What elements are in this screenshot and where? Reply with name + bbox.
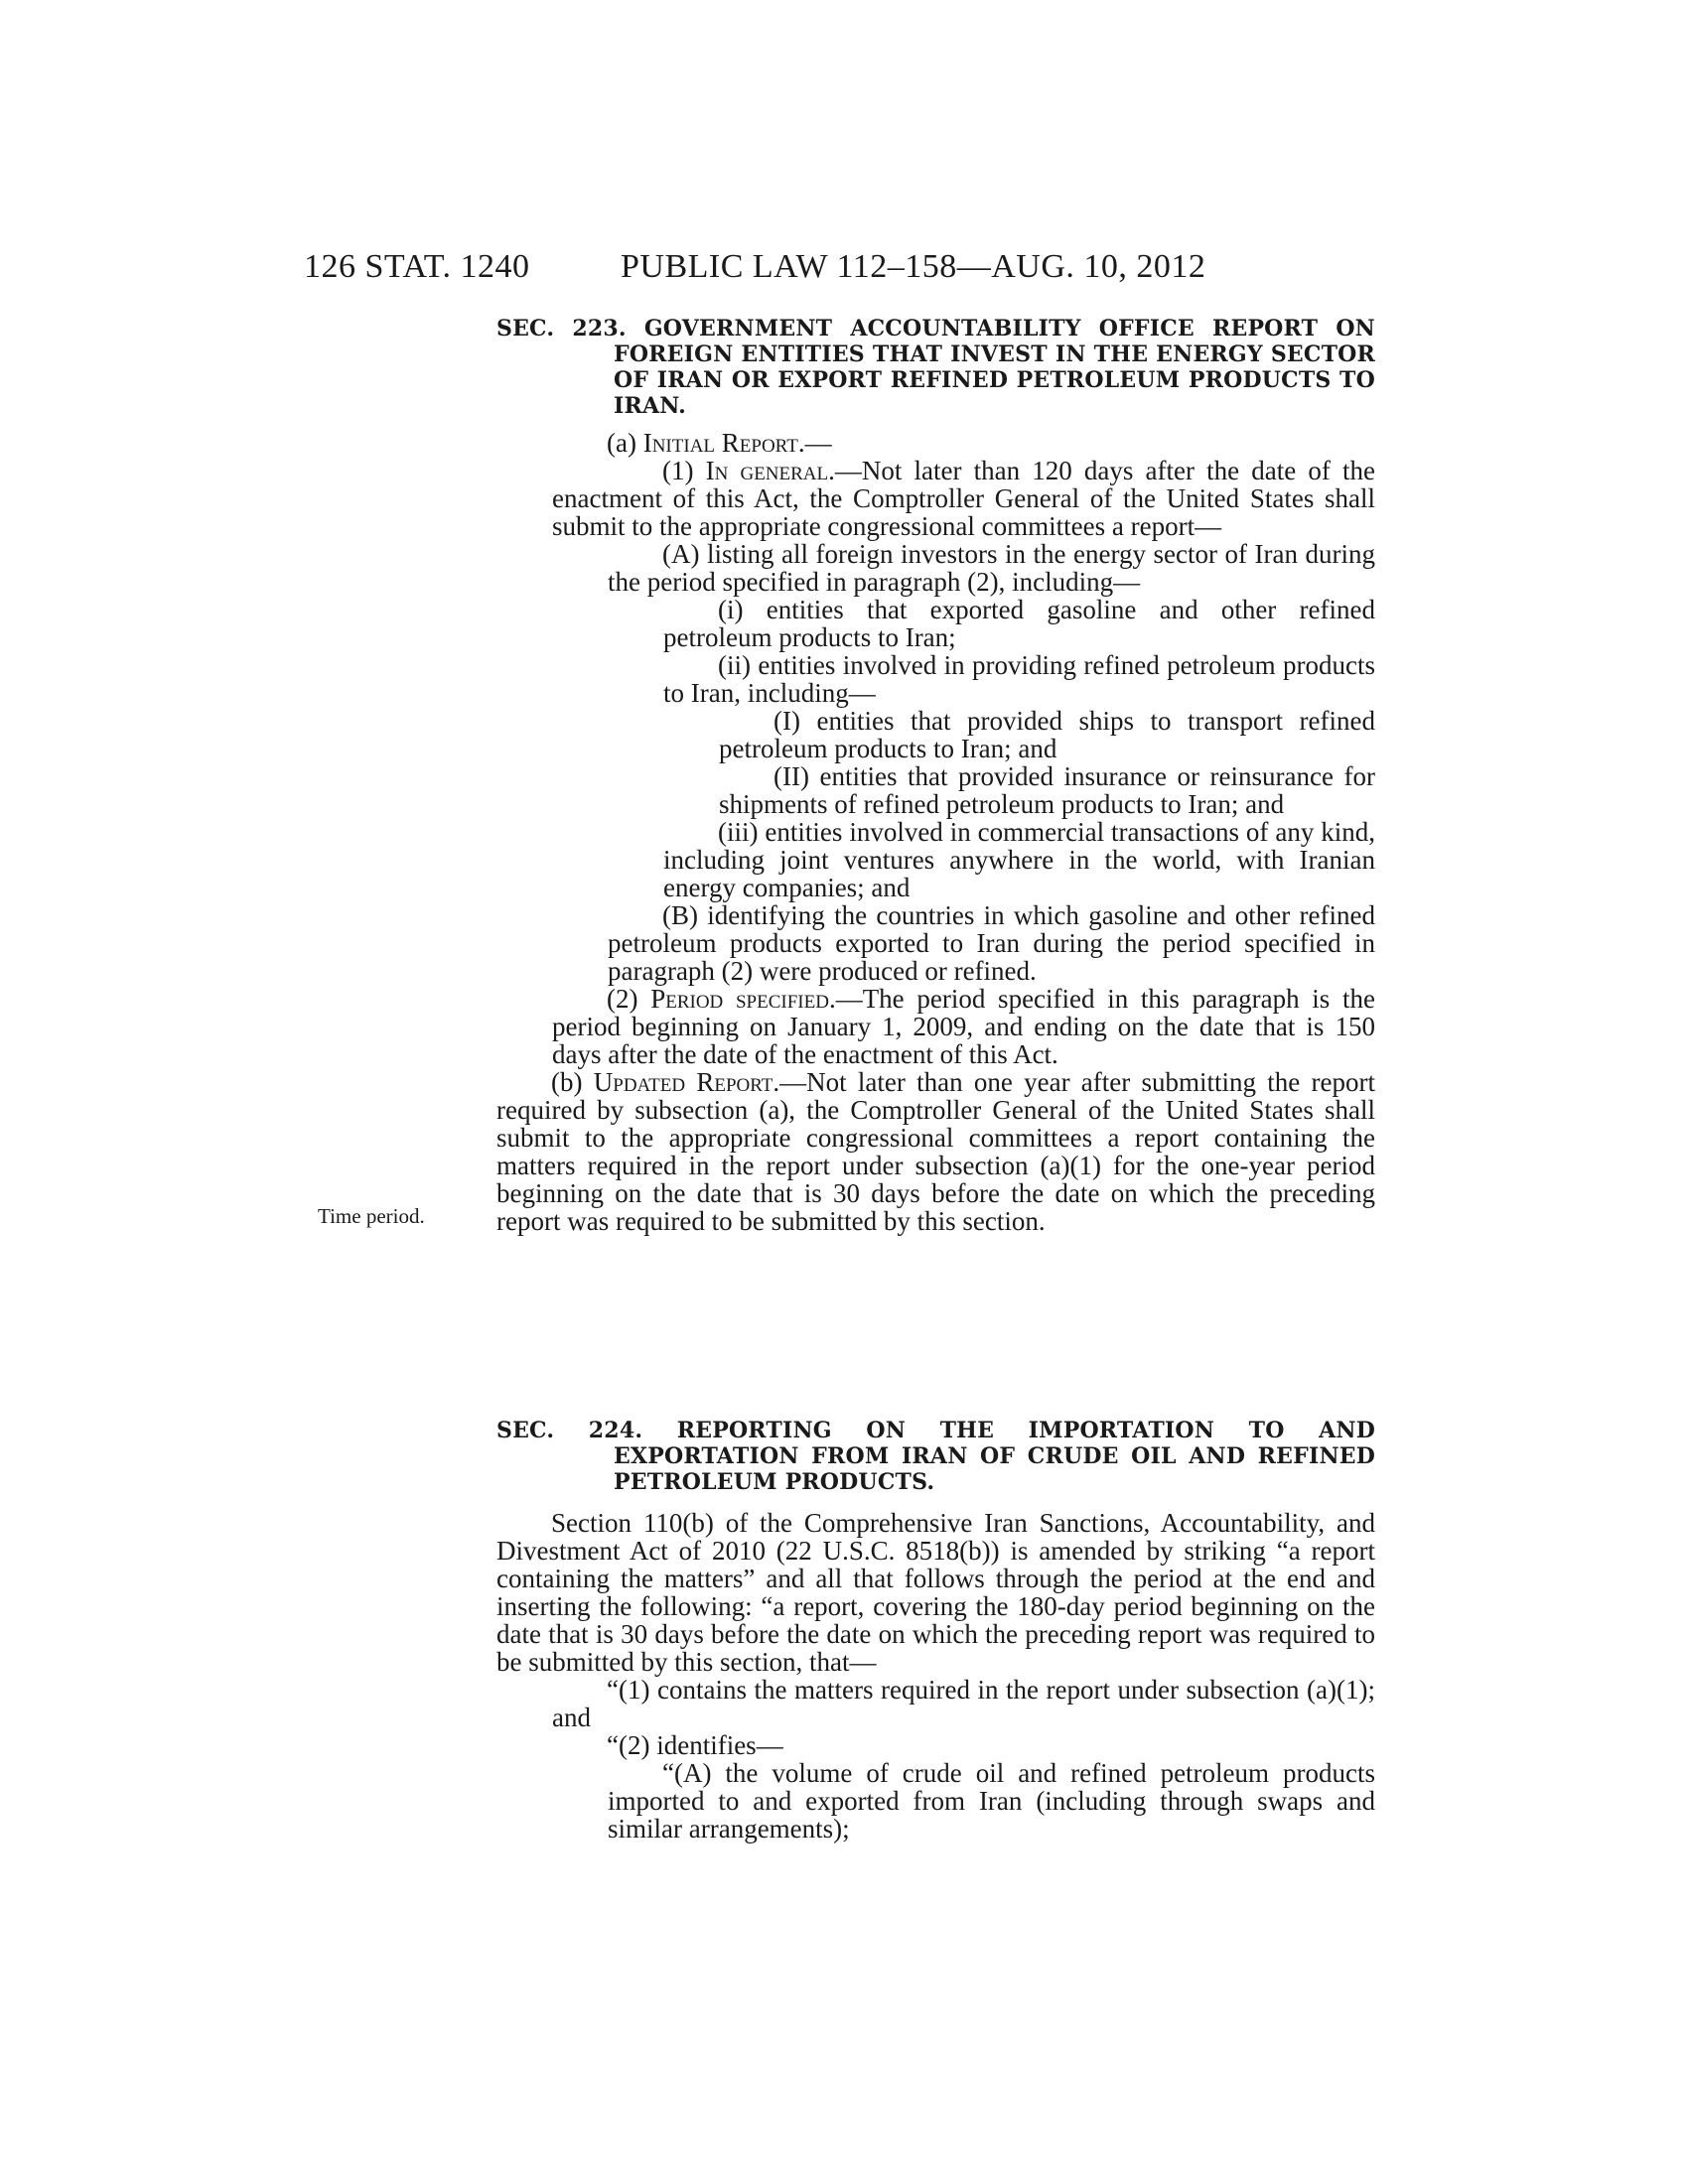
clause-A-i: (i) entities that exported gasoline and other refined petroleum products to Iran; [663, 595, 1375, 652]
paragraph-a1: (1) In general.—Not later than 120 days after the date of the enactment of this Act, the Comptroller General of the United States shall submit to the appropriate congressional committees a report— [552, 456, 1375, 541]
section-224 [496, 1418, 1375, 1843]
subsection-b: (b) Updated Report.—Not later than one year after submitting the report required by subsection (a), the Comptroller General of the United States shall submit to the appropriate congressional committees a report containing the matters required in the report under subsection (a)(1) for the one-year period beginning on the date that is 30 days before the date on which the preceding report was required to be submitted by this section. [496, 1067, 1376, 1236]
paragraph-a2: (2) Period specified.—The period specified in this paragraph is the period beginning on January 1, 2009, and ending on the date that is 150 days after the date of the enactment of this Act. [552, 984, 1375, 1069]
quoted-paragraph-2: “(2) identifies— [607, 1730, 783, 1760]
clause-A-ii: (ii) entities involved in providing refined petroleum products to Iran, including— [663, 650, 1375, 708]
quoted-subparagraph-A: “(A) the volume of crude oil and refined petroleum products imported to and exported from Iran (including through swaps and similar arrangements); [608, 1758, 1375, 1843]
section-224-heading: SEC. 224. REPORTING ON THE IMPORTATION TO AND EXPORTATION FROM IRAN OF CRUDE OIL AND REFINED PETROLEUM PRODUCTS. [496, 1418, 1375, 1495]
subparagraph-A: (A) listing all foreign investors in the energy sector of Iran during the period specified in paragraph (2), including— [608, 539, 1375, 597]
subparagraph-B: (B) identifying the countries in which gasoline and other refined petroleum products exported to Iran during the period specified in paragraph (2) were produced or refined. [608, 900, 1375, 986]
section-223-heading: SEC. 223. GOVERNMENT ACCOUNTABILITY OFFICE REPORT ON FOREIGN ENTITIES THAT INVEST IN THE ENERGY SECTOR OF IRAN OR EXPORT REFINED PETROLEUM PRODUCTS TO IRAN. [496, 316, 1375, 419]
clause-A-iii: (iii) entities involved in commercial transactions of any kind, including joint ventures anywhere in the world, with Iranian energy companies; and [663, 817, 1375, 902]
running-header-title: PUBLIC LAW 112–158—AUG. 10, 2012 [621, 248, 1206, 285]
quoted-paragraph-1: “(1) contains the matters required in the report under subsection (a)(1); and [552, 1675, 1375, 1732]
section-224-intro: Section 110(b) of the Comprehensive Iran Sanctions, Accountability, and Divestment Act of 2010 (22 U.S.C. 8518(b)) is amended by striking “a report containing the matters” and all that follows through the period at the end and inserting the following: “a report, covering the 180-day period beginning on the date that is 30 days before the date on which the preceding report was required to be submitted by this section, that— [496, 1508, 1375, 1677]
section-223 [496, 316, 1375, 1235]
subclause-A-ii-II: (II) entities that provided insurance or reinsurance for shipments of refined petroleum products to Iran; and [719, 761, 1375, 819]
subclause-A-ii-I: (I) entities that provided ships to transport refined petroleum products to Iran; and [719, 706, 1375, 763]
margin-note-time-period: Time period. [318, 1204, 425, 1228]
subsection-a-heading: (a) Initial Report.— [607, 428, 832, 458]
stat-reference: 126 STAT. 1240 [304, 248, 530, 285]
